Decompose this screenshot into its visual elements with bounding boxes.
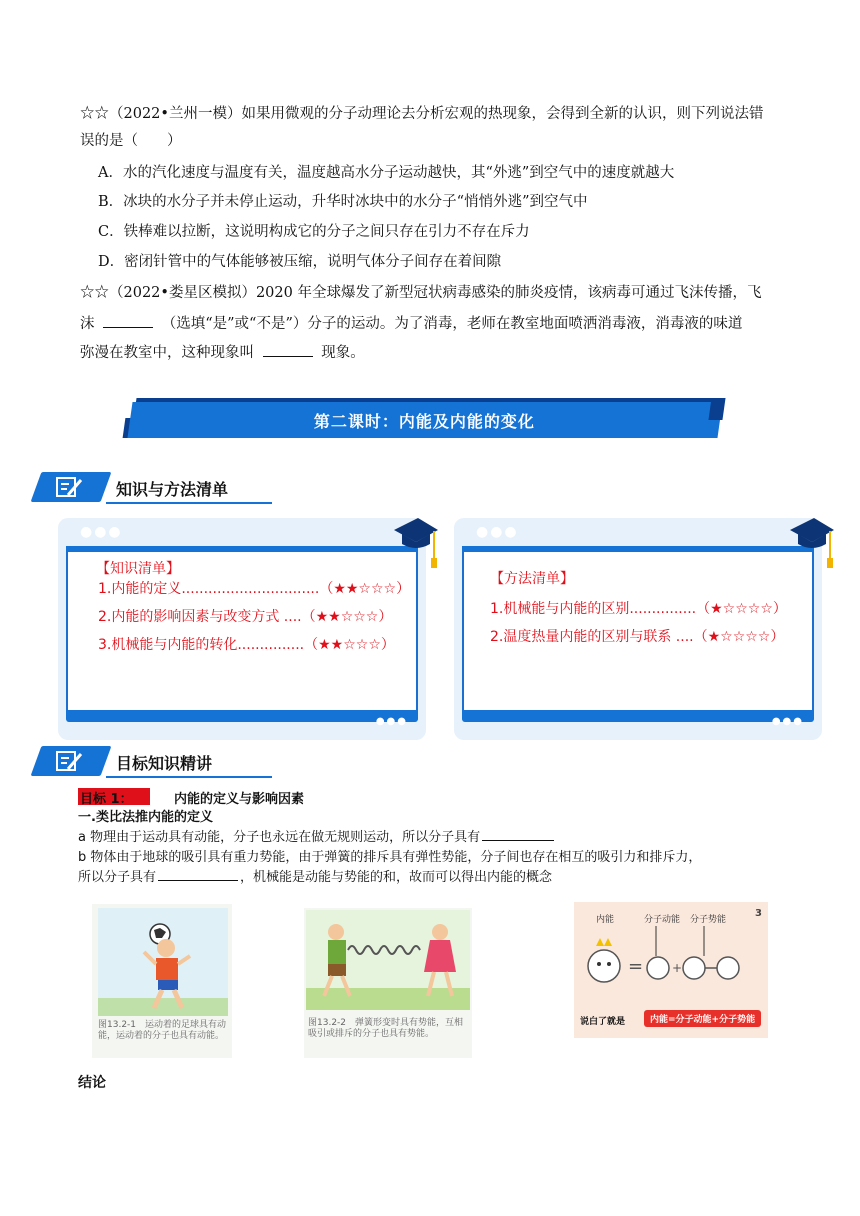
figure-2-caption: 图13.2-2 弹簧形变时具有势能，互相吸引或排斥的分子也具有势能。 bbox=[308, 1018, 464, 1039]
card-strip-bottom bbox=[462, 710, 814, 722]
figure-internal-energy bbox=[574, 902, 768, 1038]
knowledge-card bbox=[58, 518, 426, 740]
answer-blank-4[interactable] bbox=[158, 866, 238, 881]
paragraph-a-text: a 物理由于运动具有动能，分子也永远在做无规则运动，所以分子具有 bbox=[78, 830, 481, 845]
option-a: A．水的汽化速度与温度有关，温度越高水分子运动越快，其“外逃”到空气中的速度就越大 bbox=[98, 165, 675, 181]
card-dots-top: ●●● bbox=[476, 524, 519, 540]
paragraph-a bbox=[78, 826, 556, 845]
formula-prefix: 说白了就是 bbox=[580, 1017, 626, 1027]
card-strip-bottom bbox=[66, 710, 418, 722]
section-title: 知识与方法清单 bbox=[116, 480, 229, 499]
section-underline bbox=[106, 502, 272, 504]
section-header-checklist bbox=[36, 472, 236, 504]
option-d: D．密闭针管中的气体能够被压缩，说明气体分子间存在着间隙 bbox=[98, 254, 502, 270]
question-2-line3-start: 弥漫在教室中，这种现象叫 bbox=[80, 345, 254, 361]
card-dots-bottom: ●●● bbox=[771, 716, 804, 727]
paragraph-b-line1: b 物体由于地球的吸引具有重力势能，由于弹簧的排斥具有弹性势能，分子间也存在相互的吸引力和排斥力， bbox=[78, 850, 702, 865]
question-2-line3 bbox=[80, 342, 365, 363]
target-tag: 目标 1： bbox=[80, 792, 133, 807]
svg-text:=: = bbox=[628, 956, 644, 977]
svg-text:+: + bbox=[672, 961, 683, 975]
graduation-cap-icon bbox=[788, 516, 836, 572]
question-2-line3-end: 现象。 bbox=[321, 345, 365, 361]
banner-title: 第二课时：内能及内能的变化 bbox=[314, 411, 536, 431]
section-header-target bbox=[36, 746, 236, 778]
knowledge-item-1: 1.内能的定义...............................（★★☆☆☆） bbox=[98, 581, 411, 597]
subsection-title: 一.类比法推内能的定义 bbox=[78, 810, 213, 825]
card-strip bbox=[66, 546, 418, 552]
paragraph-b-line2-end: ，机械能是动能与势能的和，故而可以得出内能的概念 bbox=[240, 870, 553, 885]
banner-front bbox=[127, 402, 722, 438]
card-dots-top: ●●● bbox=[80, 524, 123, 540]
paragraph-b-line2 bbox=[78, 866, 552, 885]
knowledge-item-2: 2.内能的影响因素与改变方式 ....（★★☆☆☆） bbox=[98, 609, 393, 625]
question-1-stem-line1: ☆☆（2022•兰州一模）如果用微观的分子动理论去分析宏观的热现象，会得到全新的认识，则下列说法错 bbox=[80, 106, 764, 122]
football-player-illustration bbox=[98, 908, 228, 1016]
notepad-pencil-icon bbox=[54, 749, 84, 773]
notepad-pencil-icon bbox=[54, 475, 84, 499]
label-molecular-potential: 分子势能 bbox=[690, 915, 727, 925]
answer-blank-2[interactable] bbox=[263, 342, 313, 357]
answer-blank-3[interactable] bbox=[482, 826, 554, 841]
figure-3-corner-number: 3 bbox=[755, 908, 762, 919]
answer-blank-1[interactable] bbox=[103, 313, 153, 328]
knowledge-header: 【知识清单】 bbox=[96, 561, 180, 577]
conclusion-heading: 结论 bbox=[78, 1075, 106, 1091]
energy-formula-illustration bbox=[574, 922, 768, 1012]
figure-1-caption: 图13.2-1 运动着的足球具有动能，运动着的分子也具有动能。 bbox=[98, 1020, 227, 1041]
figure-football bbox=[92, 904, 232, 1058]
card-strip bbox=[462, 546, 814, 552]
method-item-1: 1.机械能与内能的区别...............（★☆☆☆☆） bbox=[490, 601, 787, 617]
paragraph-b-line2-start: 所以分子具有 bbox=[78, 870, 157, 885]
section-underline bbox=[106, 776, 272, 778]
question-2-line2 bbox=[80, 313, 742, 334]
spring-tug-illustration bbox=[306, 910, 470, 1010]
question-2-line2-start: 沫 bbox=[80, 316, 95, 332]
option-b: B．冰块的水分子并未停止运动，升华时冰块中的水分子“悄悄外逃”到空气中 bbox=[98, 194, 588, 210]
method-header: 【方法清单】 bbox=[490, 571, 574, 587]
target-title: 内能的定义与影响因素 bbox=[174, 792, 305, 807]
section-title: 目标知识精讲 bbox=[116, 754, 213, 773]
lesson-banner bbox=[130, 398, 720, 440]
question-2-line2-end: （选填“是”或“不是”）分子的运动。为了消毒，老师在教室地面喷洒消毒液，消毒液的味道 bbox=[161, 316, 743, 332]
label-internal-energy: 内能 bbox=[596, 915, 615, 925]
method-card bbox=[454, 518, 822, 740]
question-2-line1: ☆☆（2022•娄星区模拟）2020 年全球爆发了新型冠状病毒感染的肺炎疫情，该病毒可通过飞沫传播，飞 bbox=[80, 285, 762, 301]
label-molecular-kinetic: 分子动能 bbox=[644, 915, 681, 925]
graduation-cap-icon bbox=[392, 516, 440, 572]
card-dots-bottom: ●●● bbox=[375, 716, 408, 727]
banner-tab-right bbox=[708, 398, 725, 420]
option-c: C．铁棒难以拉断，这说明构成它的分子之间只存在引力不存在斥力 bbox=[98, 224, 530, 240]
figure-spring bbox=[304, 908, 472, 1058]
method-item-2: 2.温度热量内能的区别与联系 ....（★☆☆☆☆） bbox=[490, 629, 785, 645]
formula-box: 内能=分子动能+分子势能 bbox=[644, 1010, 761, 1027]
question-1-stem-line2: 误的是（ ） bbox=[80, 133, 182, 149]
knowledge-item-3: 3.机械能与内能的转化...............（★★☆☆☆） bbox=[98, 637, 395, 653]
